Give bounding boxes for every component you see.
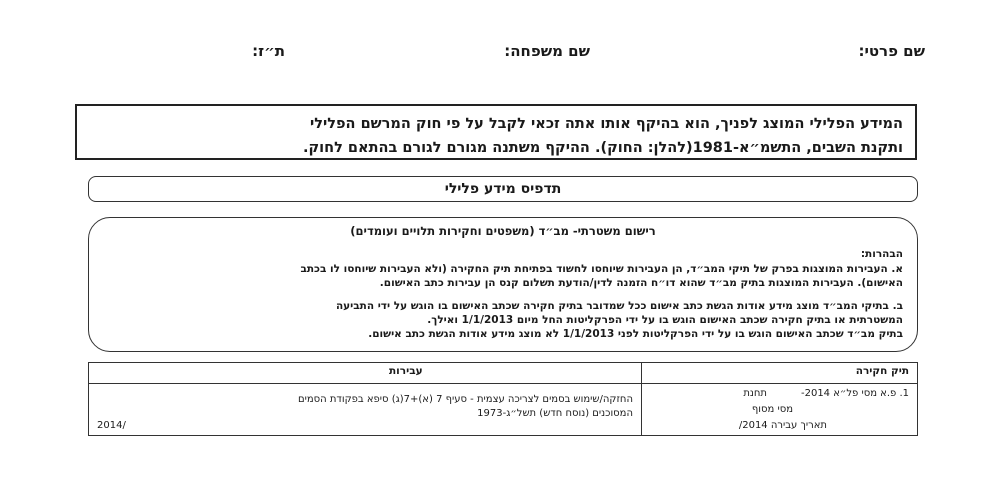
clarification-b-line-1: ב. בתיקי המב״ד מוצג מידע אודות הגשת כתב אישום ככל שמדובר בתיק חקירה שכתב האישום בו הוגש על ידי התביעה <box>335 300 903 312</box>
col-header-case: תיק חקירה <box>855 365 909 377</box>
clarification-b-line-2: המשטרתית או בתיק חקירה שכתב האישום הוגש בו על ידי הפרקליטות החל מיום 1/1/2013 ואילך. <box>427 314 903 326</box>
last-name-label: שם משפחה: <box>504 42 590 60</box>
col-header-offenses: עבירות <box>389 365 423 377</box>
first-name-label: שם פרטי: <box>858 42 925 60</box>
registry-title: רישום משטרתי- מב״ד (משפטים וחקירות תלויים ועומדים) <box>350 224 656 238</box>
clarification-a <box>103 262 903 290</box>
clarification-a-line-1: א. העבירות המוצגות בפרק של תיקי המב״ד, הן העבירות שיוחסו לחשוד בפתיחת תיק החקירה (ולא העבירות שיוחסו לו בכתב <box>300 263 903 275</box>
case-year: /2014 <box>97 420 126 431</box>
notice-line-1: המידע הפלילי המוצג לפניך, הוא בהיקף אותו אתה זכאי לקבל על פי חוק המרשם הפלילי <box>309 116 903 132</box>
police-registry-section <box>88 217 918 352</box>
case-id: 1. פ.א מסי פל״א 2014- <box>800 388 909 399</box>
cases-table <box>88 362 918 436</box>
clarification-b <box>103 299 903 341</box>
offense-description-line-2: המסוכנים (נוסח חדש) תשל״ג-1973 <box>477 408 633 419</box>
notice-line-2: ותקנת השבים, התשמ״א-1981(להלן: החוק). ההיקף משתנה מגורם לגורם בהתאם לחוק. <box>302 140 903 156</box>
offense-date: תאריך עבירה 2014/ <box>738 420 827 431</box>
clarifications-title: הבהרות: <box>860 248 903 260</box>
case-terminal: מסי מסוף <box>751 404 793 415</box>
column-divider <box>641 363 642 435</box>
offense-description-line-1: החזקה/שימוש בסמים לצריכה עצמית - סעיף 7 (א)+7(ג) סיפא בפקודת הסמים <box>297 394 633 405</box>
entitlement-notice <box>75 104 917 160</box>
clarification-b-line-3: בתיק מב״ד שכתב האישום הוגש בו על ידי הפרקליטות לפני 1/1/2013 לא מוצג מידע אודות הגשת כתב אישום. <box>368 328 903 340</box>
table-header-row <box>89 363 917 384</box>
document-title: תדפיס מידע פלילי <box>88 176 918 202</box>
case-station: תחנת <box>743 388 767 399</box>
clarification-a-line-2: האישום). העבירות המוצגות בתיק מב״ד שהוא דו״ח הזמנה לדין/הודעת תשלום קנס הן עבירות כתב האישום. <box>379 277 903 289</box>
id-number-label: ת״ז: <box>252 42 285 60</box>
